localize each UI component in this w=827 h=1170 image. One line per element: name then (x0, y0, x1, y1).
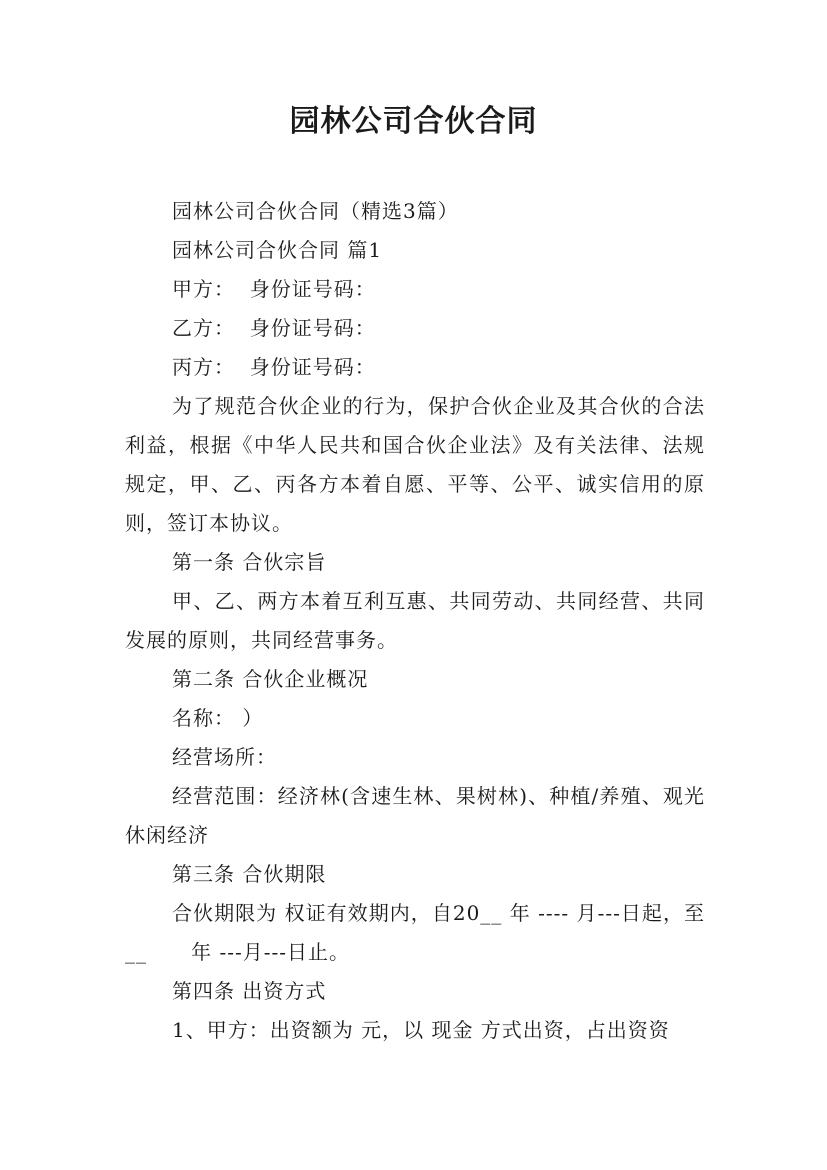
paragraph-party-b: 乙方： 身份证号码： (172, 316, 376, 340)
paragraph-party-c: 丙方： 身份证号码： (172, 355, 376, 379)
paragraph-article-2-heading: 第二条 合伙企业概况 (172, 667, 369, 691)
paragraph-article-3-heading: 第三条 合伙期限 (172, 862, 327, 886)
paragraph-contribution-party-a: 1、甲方：出资额为 元，以 现金 方式出资，占出资资 (172, 1018, 670, 1042)
paragraph-business-location: 经营场所： (172, 745, 277, 769)
paragraph-preamble: 为了规范合伙企业的行为，保护合伙企业及其合伙的合法利益，根据《中华人民共和国合伙企业法》及有关法律、法规规定，甲、乙、丙各方本着自愿、平等、公平、诚实信用的原则，签订本协议。 (125, 394, 705, 535)
document-body (125, 192, 720, 1050)
document-title: 园林公司合伙合同 (289, 104, 538, 139)
paragraph-party-a: 甲方： 身份证号码： (172, 277, 376, 301)
paragraph-article-4-heading: 第四条 出资方式 (172, 979, 327, 1003)
paragraph-partnership-term: 合伙期限为 权证有效期内，自20__ 年 ---- 月---日起，至 __ 年 ---月---日止。 (125, 901, 720, 964)
paragraph-name: 名称： ） (172, 706, 264, 730)
paragraph-business-scope: 经营范围：经济林(含速生林、果树林)、种植/养殖、观光休闲经济 (125, 784, 705, 847)
paragraph-article-1-body: 甲、乙、两方本着互利互惠、共同劳动、共同经营、共同发展的原则，共同经营事务。 (125, 589, 705, 652)
paragraph-subtitle: 园林公司合伙合同（精选3篇） (172, 199, 459, 223)
paragraph-article-1-heading: 第一条 合伙宗旨 (172, 550, 327, 574)
paragraph-section-heading: 园林公司合伙合同 篇1 (172, 238, 383, 262)
